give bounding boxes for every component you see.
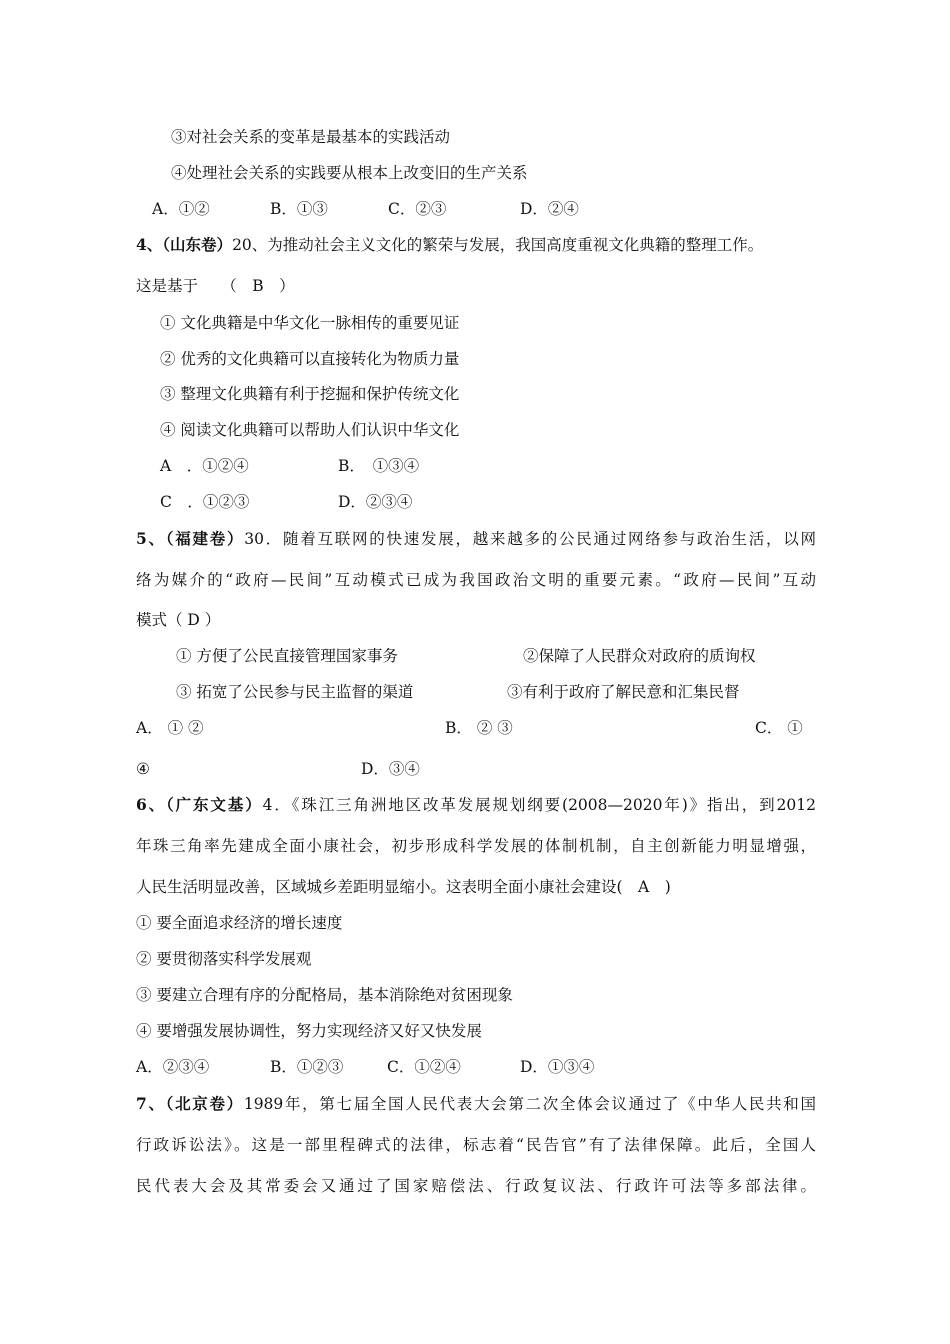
q6-number: 6、 <box>136 795 167 814</box>
q4-choice-a: A ．①②④ <box>160 457 249 475</box>
q6-option-1: ① 要全面追求经济的增长速度 <box>136 914 343 932</box>
q5-option-2: ②保障了人民群众对政府的质询权 <box>523 647 756 665</box>
q7-stem-line-3: 民代表大会及其常委会又通过了国家赔偿法、行政复议法、行政许可法等多部法律。 <box>136 1177 816 1195</box>
q7-stem-line-2: 行政诉讼法》。这是一部里程碑式的法律，标志着“民告官”有了法律保障。此后，全国人 <box>136 1136 816 1154</box>
q3-option-3: ③对社会关系的变革是最基本的实践活动 <box>171 128 451 146</box>
q4-choice-c: C ．①②③ <box>160 493 250 511</box>
q7-source: （北京卷） <box>165 1094 244 1113</box>
q5-source: （福建卷） <box>165 529 245 548</box>
q6-source: （广东文基） <box>166 795 263 814</box>
q6-choice-a: A．②③④ <box>136 1058 210 1076</box>
q5-choice-c-continued: ④ <box>136 760 150 778</box>
q6-stem-line-1 <box>136 795 816 815</box>
q5-option-3: ③ 拓宽了公民参与民主监督的渠道 <box>176 683 414 701</box>
q5-choice-c: C． ① <box>755 719 803 737</box>
q6-option-3: ③ 要建立合理有序的分配格局，基本消除绝对贫困现象 <box>136 986 513 1004</box>
q4-stem-line-1 <box>136 235 763 255</box>
q7-stem-line-1 <box>136 1094 816 1114</box>
q3-choice-a: A．①② <box>152 200 210 218</box>
q5-number: 5、 <box>136 529 166 548</box>
q5-option-4: ③有利于政府了解民意和汇集民督 <box>507 683 740 701</box>
q3-choice-b: B．①③ <box>270 200 328 218</box>
q5-stem-text: 30．随着互联网的快速发展，越来越多的公民通过网络参与政治生活，以网 <box>244 530 816 548</box>
q6-choice-d: D．①③④ <box>520 1058 595 1076</box>
q6-option-4: ④ 要增强发展协调性，努力实现经济又好又快发展 <box>136 1022 482 1040</box>
q5-stem-line-1 <box>136 529 816 549</box>
q6-choice-c: C．①②④ <box>387 1058 461 1076</box>
q5-choice-b: B． ② ③ <box>445 719 513 737</box>
q5-option-1: ① 方便了公民直接管理国家事务 <box>176 647 398 665</box>
q4-stem-line-2: 这是基于 （ B ） <box>136 277 295 295</box>
q4-option-2: ② 优秀的文化典籍可以直接转化为物质力量 <box>160 350 460 368</box>
q3-option-4: ④处理社会关系的实践要从根本上改变旧的生产关系 <box>171 164 528 182</box>
q6-option-2: ② 要贯彻落实科学发展观 <box>136 950 312 968</box>
q3-choice-c: C．②③ <box>388 200 447 218</box>
q5-stem-line-2: 络为媒介的“政府—民间”互动模式已成为我国政治文明的重要元素。“政府—民间”互动 <box>136 571 816 589</box>
q7-stem-text: 1989年，第七届全国人民代表大会第二次全体会议通过了《中华人民共和国 <box>243 1095 816 1113</box>
q6-stem-line-2: 年珠三角率先建成全面小康社会，初步形成科学发展的体制机制，自主创新能力明显增强， <box>136 837 816 855</box>
q6-stem-text: 4．《珠江三角洲地区改革发展规划纲要(2008—2020年)》指出，到2012 <box>262 796 816 814</box>
q6-choice-b: B．①②③ <box>270 1058 344 1076</box>
q5-stem-line-3: 模式（ D ） <box>136 611 221 629</box>
q4-choice-b: B． ①③④ <box>338 457 420 475</box>
q4-option-4: ④ 阅读文化典籍可以帮助人们认识中华文化 <box>160 421 460 439</box>
q4-choice-d: D．②③④ <box>338 493 413 511</box>
q4-stem-text: 20、为推动社会主义文化的繁荣与发展，我国高度重视文化典籍的整理工作。 <box>232 236 764 254</box>
q5-choice-a: A． ① ② <box>136 719 204 737</box>
q3-choice-d: D．②④ <box>520 200 579 218</box>
q6-stem-line-3: 人民生活明显改善，区域城乡差距明显缩小。这表明全面小康社会建设( A ) <box>136 878 671 896</box>
q4-option-3: ③ 整理文化典籍有利于挖掘和保护传统文化 <box>160 385 460 403</box>
q7-number: 7、 <box>136 1094 166 1113</box>
q4-option-1: ① 文化典籍是中华文化一脉相传的重要见证 <box>160 314 460 332</box>
q4-number: 4、 <box>136 235 163 254</box>
q5-choice-d: D．③④ <box>361 760 420 778</box>
q4-source: （山东卷） <box>162 235 233 254</box>
